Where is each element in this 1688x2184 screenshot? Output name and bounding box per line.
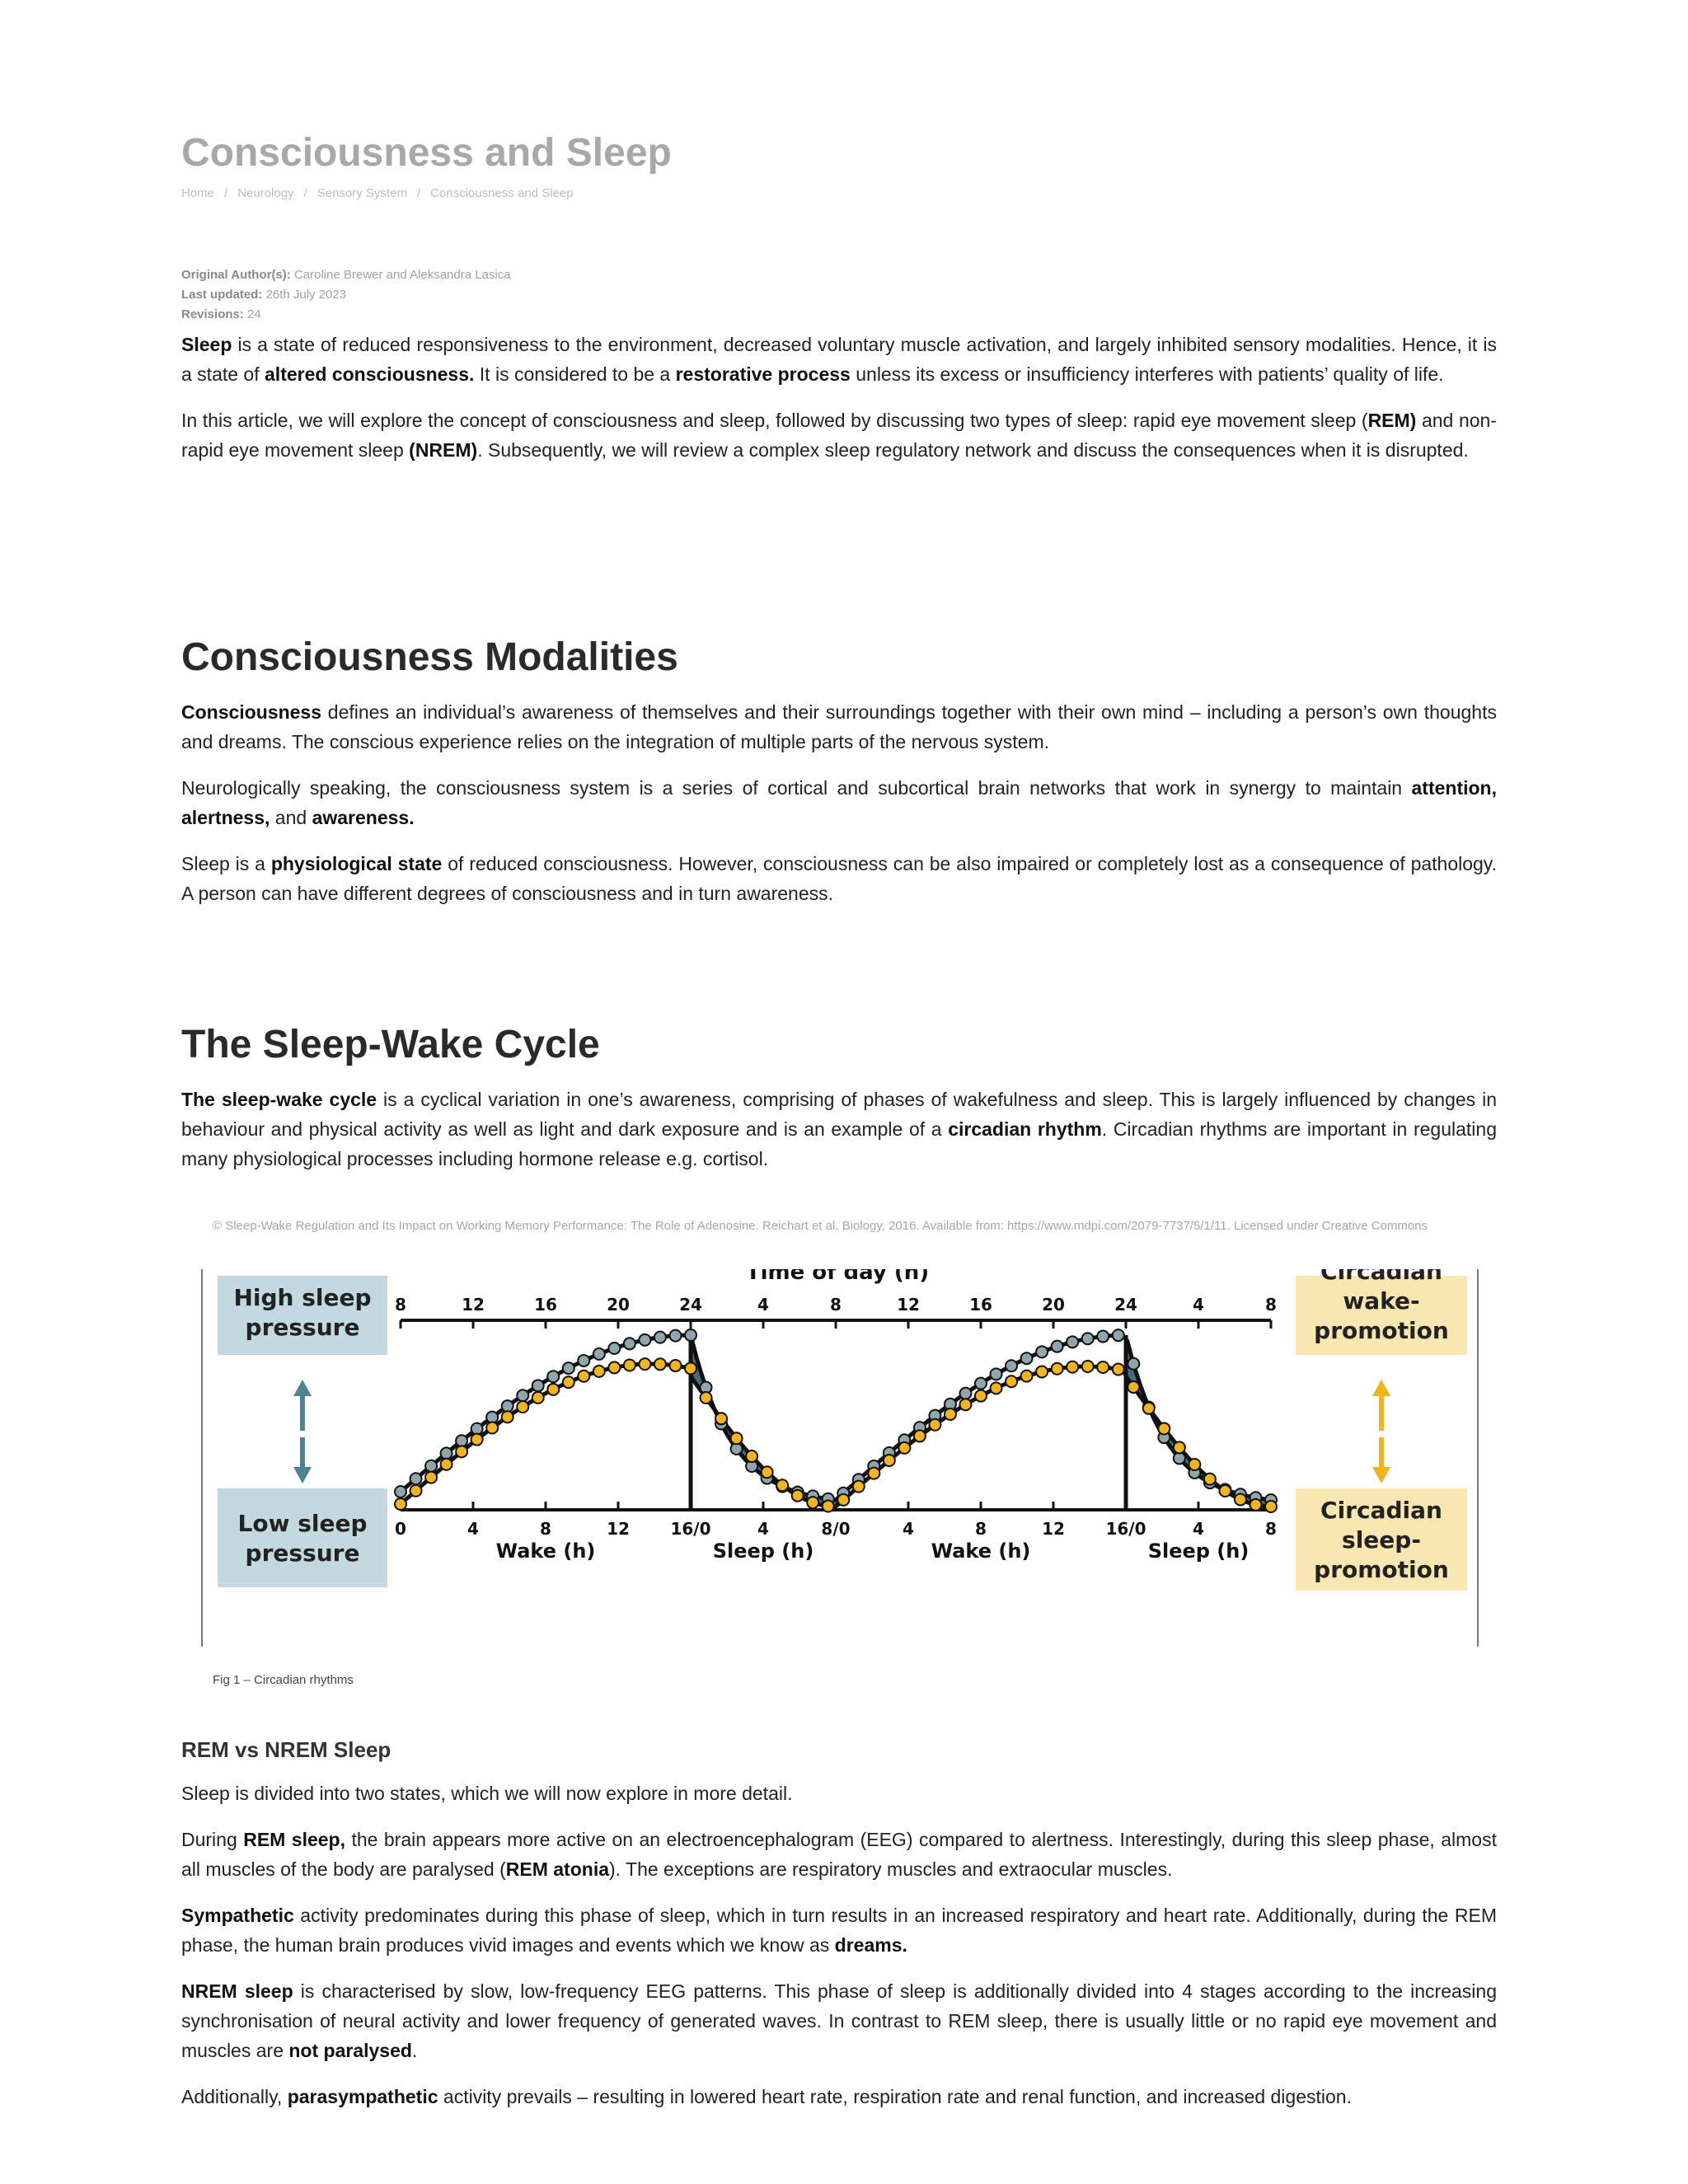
circadian-point — [701, 1392, 712, 1404]
sleep-pressure-point — [578, 1355, 589, 1366]
circadian-point — [1021, 1371, 1033, 1382]
text-run: of reduced consciousness. However, consciousness can be also impaired or completely lost as a consequence of pathology. A person can have different degrees of consciousness and in turn awareness. — [181, 853, 1497, 904]
text-run: Sleep is divided into two states, which we will now explore in more detail. — [181, 1783, 793, 1804]
sleep-pressure-point — [624, 1338, 635, 1349]
box-text: pressure — [245, 1314, 360, 1341]
revisions-label: Revisions: — [181, 307, 244, 321]
bottom-tick-label: 8 — [540, 1519, 551, 1539]
bold-term: Sympathetic — [181, 1905, 294, 1926]
circadian-point — [1113, 1364, 1124, 1376]
circadian-point — [608, 1361, 620, 1373]
sleep-pressure-point — [1113, 1329, 1124, 1341]
circadian-point — [441, 1459, 452, 1470]
text-run: defines an individual’s awareness of themselves and their surroundings together with their own mind – including a person’s own thoughts and dreams. The conscious experience relies on the integration of multiple parts of the nervous system. — [181, 701, 1497, 752]
circadian-point — [578, 1371, 589, 1382]
circadian-point — [853, 1481, 865, 1493]
box-text: Circadian — [1320, 1497, 1442, 1524]
circadian-point — [685, 1362, 696, 1374]
top-tick-label: 24 — [679, 1295, 702, 1315]
sleep-pressure-point — [532, 1380, 544, 1391]
circadian-point — [1235, 1493, 1246, 1505]
bold-term: REM) — [1367, 410, 1417, 431]
text-run: activity predominates during this phase of sleep, which in turn results in an increased respiratory and heart rate. Additionally, during the REM phase, the human brain produces vivid images and events which we know as — [181, 1905, 1497, 1956]
text-run: Additionally, — [181, 2086, 288, 2107]
bottom-tick-label: 8 — [975, 1519, 987, 1539]
box-text: promotion — [1314, 1317, 1449, 1344]
circadian-point — [1174, 1441, 1185, 1453]
top-tick-label: 12 — [462, 1295, 485, 1315]
bold-term: NREM sleep — [181, 1980, 293, 2002]
circadian-point — [1036, 1366, 1048, 1377]
circadian-point — [731, 1432, 743, 1444]
sleep-pressure-point — [1128, 1358, 1139, 1370]
circadian-point — [669, 1360, 681, 1371]
low-sleep-pressure-box — [218, 1488, 387, 1587]
circadian-point — [823, 1500, 834, 1511]
paragraph — [181, 1976, 1497, 2065]
circadian-point — [593, 1366, 605, 1377]
bold-term: not paralysed — [288, 2040, 412, 2061]
top-tick-label: 4 — [757, 1295, 769, 1315]
text-run: Neurologically speaking, the consciousness system is a series of cortical and subcortical brain networks that work in synergy to maintain — [181, 777, 1412, 799]
bottom-axis-label: Sleep (h) — [712, 1540, 814, 1563]
sleep-pressure-point — [410, 1473, 422, 1484]
bottom-axis-label: Wake (h) — [931, 1540, 1031, 1563]
circadian-point — [639, 1358, 650, 1370]
box-text: sleep- — [1342, 1526, 1421, 1554]
intro-paragraph-1 — [181, 330, 1497, 389]
text-run: is a state of reduced responsiveness to the environment, decreased voluntary muscle activation, and largely inhibited sensory modalities. Hence, it is a state of — [181, 334, 1497, 385]
text-run: . — [411, 2040, 418, 2061]
author-names: Caroline Brewer and Aleksandra Lasica — [293, 268, 511, 282]
updated-line — [181, 285, 511, 305]
text-run: the brain appears more active on an electroencephalogram (EEG) compared to alertness. Interestingly, during this sleep phase, almost all muscles of the body are paralysed ( — [181, 1829, 1497, 1880]
section-consciousness-modalities — [181, 697, 1497, 908]
breadcrumb-sensory-system[interactable]: Sensory System — [316, 186, 407, 200]
bold-term: The sleep-wake cycle — [181, 1089, 377, 1110]
text-run: . Subsequently, we will review a complex sleep regulatory network and discuss the consequences when it is disrupted. — [477, 439, 1469, 461]
sleep-pressure-point — [563, 1362, 574, 1374]
circadian-point — [1128, 1381, 1139, 1393]
circadian-point — [792, 1490, 804, 1502]
sleep-pressure-point — [502, 1400, 513, 1412]
sleep-pressure-point — [547, 1371, 559, 1382]
section-sleep-wake-cycle — [181, 1085, 1497, 1174]
updated-date: 26th July 2023 — [265, 288, 347, 302]
top-tick-label: 20 — [1042, 1295, 1065, 1315]
top-tick-label: 24 — [1114, 1295, 1137, 1315]
circadian-point — [1006, 1376, 1017, 1387]
circadian-point — [898, 1442, 910, 1454]
top-tick-label: 4 — [1193, 1295, 1204, 1315]
sleep-pressure-point — [456, 1435, 467, 1446]
top-tick-label: 16 — [534, 1295, 557, 1315]
author-label: Original Author(s): — [181, 268, 291, 282]
circadian-point — [807, 1497, 818, 1508]
circadian-point — [532, 1392, 544, 1404]
bold-term: circadian rhythm — [948, 1118, 1102, 1140]
pressure-arrow-up-icon — [293, 1380, 312, 1431]
bold-term: attention, alertness, — [181, 777, 1497, 828]
bold-term: physiological state — [270, 853, 443, 874]
breadcrumb-home[interactable]: Home — [181, 186, 215, 200]
sleep-pressure-point — [1006, 1360, 1017, 1371]
circadian-point — [776, 1479, 788, 1491]
bottom-tick-label: 16/0 — [670, 1519, 711, 1539]
sleep-pressure-point — [685, 1329, 696, 1341]
sleep-pressure-point — [1174, 1452, 1185, 1464]
sleep-pressure-point — [1021, 1352, 1033, 1364]
circadian-point — [715, 1413, 727, 1424]
bottom-tick-label: 4 — [903, 1519, 914, 1539]
top-axis-title: Time of day (h) — [745, 1269, 930, 1285]
text-run: and non-rapid eye movement sleep — [181, 410, 1497, 461]
sleep-pressure-point — [517, 1390, 528, 1401]
circadian-arrow-up-icon — [1372, 1380, 1390, 1431]
bottom-tick-label: 0 — [395, 1519, 406, 1539]
sleep-pressure-point — [425, 1460, 437, 1472]
text-run: ). The exceptions are respiratory muscles and extraocular muscles. — [609, 1858, 1173, 1880]
circadian-point — [1204, 1474, 1216, 1485]
sleep-pressure-point — [1052, 1341, 1063, 1352]
top-tick-label: 8 — [830, 1295, 842, 1315]
revisions-line — [181, 305, 511, 325]
section-heading-consciousness-modalities: Consciousness Modalities — [181, 635, 678, 679]
circadian-point — [1250, 1499, 1261, 1511]
section-heading-rem-vs-nrem: REM vs NREM Sleep — [181, 1737, 392, 1762]
bold-term: altered consciousness. — [265, 363, 475, 385]
paragraph — [181, 1825, 1497, 1884]
text-run: is characterised by slow, low-frequency EEG patterns. This phase of sleep is additionally divided into 4 stages according to the increasing synchronisation of neural activity and lower frequency of generated waves. In contrast to REM sleep, there is usually little or no rapid eye movement and muscles are — [181, 1980, 1497, 2061]
box-text: wake- — [1343, 1287, 1420, 1315]
text-run: It is considered to be a — [474, 363, 676, 385]
circadian-point — [654, 1358, 666, 1370]
box-text: promotion — [1314, 1556, 1449, 1583]
circadian-point — [1158, 1422, 1170, 1434]
sleep-pressure-point — [1067, 1336, 1078, 1347]
circadian-point — [563, 1376, 574, 1388]
paragraph — [181, 697, 1497, 757]
box-text: Low sleep — [237, 1510, 368, 1537]
sleep-pressure-point — [975, 1378, 987, 1390]
box-text: High sleep — [233, 1284, 372, 1311]
updated-label: Last updated: — [181, 288, 263, 302]
article-meta — [181, 265, 511, 325]
breadcrumb-separator: / — [224, 186, 228, 200]
paragraph — [181, 1900, 1497, 1960]
bottom-tick-label: 8 — [1265, 1519, 1277, 1539]
circadian-point — [914, 1430, 926, 1441]
circadian-point — [410, 1485, 422, 1497]
sleep-pressure-point — [1097, 1331, 1109, 1343]
text-run: activity prevails – resulting in lowered heart rate, respiration rate and renal function, and increased digestion. — [438, 2086, 1352, 2107]
breadcrumb-separator: / — [416, 186, 421, 200]
bold-term: dreams. — [834, 1934, 907, 1956]
top-tick-label: 12 — [897, 1295, 920, 1315]
circadian-point — [762, 1466, 773, 1478]
circadian-point — [746, 1451, 757, 1462]
sleep-pressure-point — [669, 1330, 681, 1342]
circadian-point — [945, 1408, 956, 1420]
intro-paragraph-2 — [181, 405, 1497, 465]
circadian-point — [395, 1498, 406, 1510]
circadian-point — [517, 1401, 528, 1413]
text-run: In this article, we will explore the concept of consciousness and sleep, followed by discussing two types of sleep: rapid eye movement sleep ( — [181, 410, 1368, 431]
sleep-pressure-point — [1082, 1333, 1094, 1344]
text-run: Sleep is a — [181, 853, 271, 874]
sleep-pressure-point — [959, 1388, 971, 1399]
section-rem-vs-nrem — [181, 1779, 1497, 2111]
circadian-point — [1143, 1403, 1155, 1414]
paragraph — [181, 773, 1497, 832]
text-run: is a cyclical variation in one’s awareness, comprising of phases of wakefulness and sleep. This is largely influenced by changes in behaviour and physical activity as well as light and dark exposure and is an example of a — [181, 1089, 1498, 1140]
intro — [181, 330, 1497, 465]
box-text: Circadian — [1320, 1269, 1442, 1285]
bottom-tick-label: 8/0 — [821, 1519, 851, 1539]
top-tick-label: 16 — [969, 1295, 992, 1315]
bold-term: REM atonia — [505, 1858, 609, 1880]
bottom-tick-label: 4 — [1193, 1519, 1204, 1539]
circadian-point — [1097, 1361, 1109, 1373]
circadian-point — [456, 1446, 467, 1457]
sleep-pressure-point — [593, 1348, 605, 1360]
paragraph — [181, 1779, 1497, 1808]
circadian-point — [502, 1411, 513, 1422]
sleep-pressure-point — [608, 1343, 620, 1354]
circadian-point — [425, 1472, 437, 1483]
circadian-point — [471, 1434, 483, 1446]
bottom-tick-label: 12 — [607, 1519, 630, 1539]
pressure-arrow-down-icon — [293, 1437, 312, 1483]
bold-term: restorative process — [675, 363, 851, 385]
section-heading-sleep-wake-cycle: The Sleep-Wake Cycle — [181, 1023, 600, 1066]
paragraph — [181, 1085, 1497, 1174]
circadian-point — [975, 1390, 987, 1402]
bottom-tick-label: 12 — [1042, 1519, 1065, 1539]
sleep-pressure-point — [654, 1332, 666, 1343]
circadian-point — [991, 1382, 1002, 1394]
circadian-point — [624, 1359, 635, 1371]
bold-term: Sleep — [181, 334, 232, 355]
figure-caption: Fig 1 – Circadian rhythms — [213, 1673, 354, 1687]
paragraph — [181, 2082, 1497, 2111]
paragraph — [181, 849, 1497, 908]
circadian-point — [959, 1399, 971, 1410]
bold-term: awareness. — [312, 807, 415, 828]
text-run: and — [270, 807, 312, 828]
circadian-point — [837, 1494, 849, 1506]
breadcrumb-separator: / — [303, 186, 307, 200]
text-run: During — [181, 1829, 244, 1850]
top-tick-label: 8 — [395, 1295, 406, 1315]
circadian-point — [547, 1384, 559, 1395]
bottom-tick-label: 16/0 — [1105, 1519, 1146, 1539]
bottom-tick-label: 4 — [757, 1519, 769, 1539]
breadcrumb-neurology[interactable]: Neurology — [237, 186, 294, 200]
circadian-arrow-down-icon — [1372, 1437, 1390, 1483]
bottom-tick-label: 4 — [467, 1519, 479, 1539]
circadian-point — [1265, 1501, 1277, 1512]
circadian-point — [929, 1419, 940, 1431]
sleep-pressure-point — [395, 1486, 406, 1497]
sleep-phase-fill — [1126, 1335, 1271, 1507]
box-text: pressure — [245, 1540, 360, 1567]
bold-term: (NREM) — [409, 439, 478, 461]
bold-term: parasympathetic — [287, 2086, 438, 2107]
breadcrumb — [181, 186, 574, 200]
page-title: Consciousness and Sleep — [181, 131, 672, 175]
circadian-point — [1067, 1361, 1078, 1373]
breadcrumb-current: Consciousness and Sleep — [430, 186, 574, 200]
sleep-pressure-point — [1036, 1346, 1048, 1357]
revisions-count: 24 — [247, 307, 261, 321]
sleep-pressure-point — [486, 1412, 498, 1423]
top-tick-label: 8 — [1265, 1295, 1277, 1315]
circadian-point — [884, 1455, 895, 1466]
plot-area — [395, 1295, 1277, 1563]
top-tick-label: 20 — [607, 1295, 630, 1315]
sleep-pressure-point — [639, 1334, 650, 1346]
sleep-pressure-point — [991, 1368, 1002, 1380]
text-run: unless its excess or insufficiency interferes with patients’ quality of life. — [850, 363, 1444, 385]
circadian-point — [868, 1468, 879, 1479]
circadian-point — [1189, 1459, 1200, 1470]
bold-term: Consciousness — [181, 701, 321, 723]
text-run: . Circadian rhythms are important in regulating many physiological processes including hormone release e.g. cortisol. — [181, 1118, 1497, 1169]
figure-credit: © Sleep-Wake Regulation and Its Impact on Working Memory Performance: The Role of Adenosine. Reichart et al. Biology, 2016. Available from: https://www.mdpi.com/2079-7737/5/1/11. Licensed under Creative Commons — [213, 1219, 1428, 1233]
circadian-point — [1219, 1485, 1231, 1497]
sleep-pressure-curve — [401, 1335, 1271, 1500]
bottom-axis-label: Wake (h) — [495, 1540, 596, 1563]
bottom-axis-label: Sleep (h) — [1147, 1540, 1250, 1563]
bold-term: REM sleep, — [243, 1829, 345, 1850]
author-line — [181, 265, 511, 285]
circadian-point — [1052, 1363, 1063, 1375]
sleep-pressure-point — [441, 1447, 452, 1459]
circadian-figure — [201, 1269, 1479, 1647]
circadian-point — [486, 1422, 498, 1433]
circadian-point — [1082, 1361, 1094, 1372]
circadian-diagram — [203, 1269, 1477, 1647]
